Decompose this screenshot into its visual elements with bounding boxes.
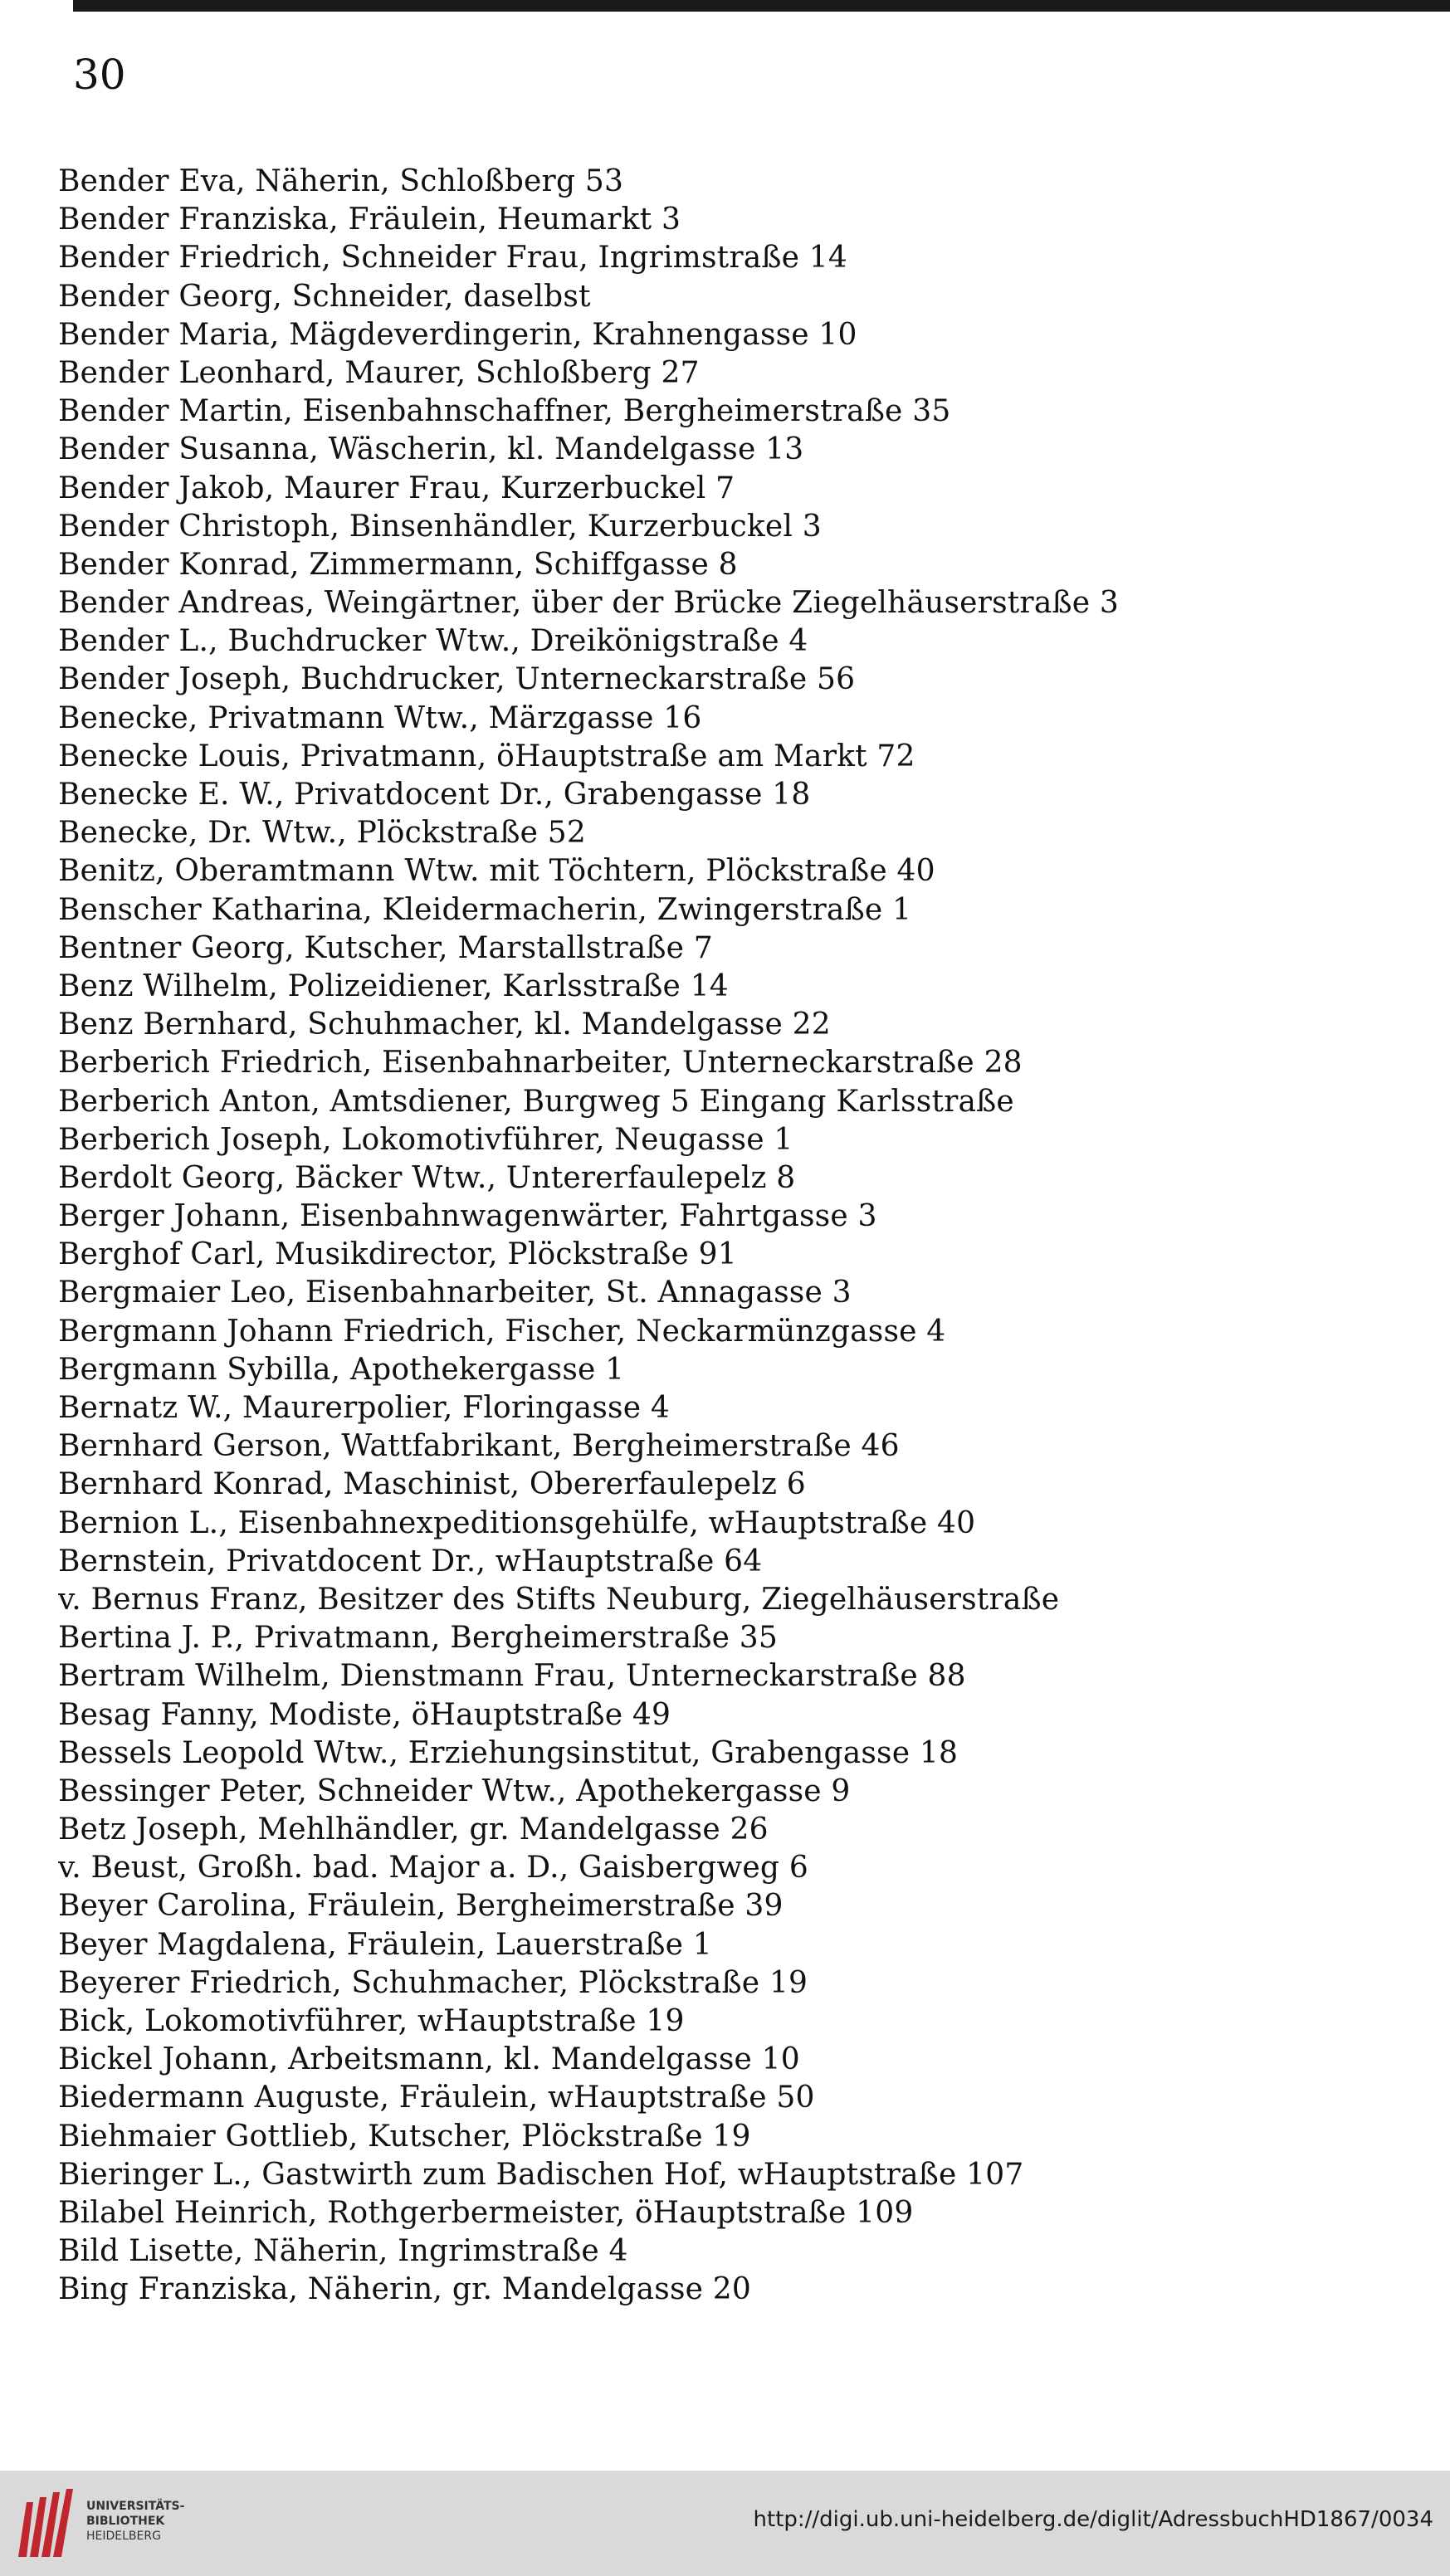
address-entry: Benecke, Dr. Wtw., Plöckstraße 52: [58, 816, 586, 851]
address-entry: Bender Franziska, Fräulein, Heumarkt 3: [58, 202, 681, 237]
address-entry: Berdolt Georg, Bäcker Wtw., Untererfaulepelz 8: [58, 1160, 796, 1195]
address-entry: Benz Bernhard, Schuhmacher, kl. Mandelgasse 22: [58, 1007, 831, 1042]
address-entry: Bergmann Sybilla, Apothekergasse 1: [58, 1352, 625, 1387]
address-entry: Bergmaier Leo, Eisenbahnarbeiter, St. Annagasse 3: [58, 1276, 852, 1310]
address-entry: Benecke, Privatmann Wtw., Märzgasse 16: [58, 700, 702, 735]
address-entry: Benz Wilhelm, Polizeidiener, Karlsstraße 14: [58, 968, 729, 1003]
library-name-line2: BIBLIOTHEK: [86, 2515, 165, 2528]
address-entry: Bernhard Gerson, Wattfabrikant, Bergheimerstraße 46: [58, 1429, 900, 1464]
address-entry: Besag Fanny, Modiste, öHauptstraße 49: [58, 1697, 671, 1732]
address-entry: Bender Jakob, Maurer Frau, Kurzerbuckel 7: [58, 471, 735, 505]
address-entry: Bender Leonhard, Maurer, Schloßberg 27: [58, 355, 700, 390]
address-entry: Bilabel Heinrich, Rothgerbermeister, öHauptstraße 109: [58, 2195, 914, 2230]
address-entry: Berghof Carl, Musikdirector, Plöckstraße 91: [58, 1237, 737, 1272]
top-rule: [73, 0, 1450, 12]
ub-heidelberg-logo-icon[interactable]: [15, 2486, 80, 2560]
address-entry: Benitz, Oberamtmann Wtw. mit Töchtern, Plöckstraße 40: [58, 854, 935, 889]
address-entry: Benscher Katharina, Kleidermacherin, Zwingerstraße 1: [58, 892, 912, 927]
address-entry: Bentner Georg, Kutscher, Marstallstraße 7: [58, 930, 713, 965]
address-entry: Berger Johann, Eisenbahnwagenwärter, Fahrtgasse 3: [58, 1199, 877, 1234]
address-entry: Bickel Johann, Arbeitsmann, kl. Mandelgasse 10: [58, 2042, 800, 2077]
address-entry: Bender Andreas, Weingärtner, über der Brücke Ziegelhäuserstraße 3: [58, 586, 1119, 621]
address-entry: Beyer Carolina, Fräulein, Bergheimerstraße 39: [58, 1889, 784, 1924]
address-entry: Bessels Leopold Wtw., Erziehungsinstitut, Grabengasse 18: [58, 1735, 959, 1770]
address-entry: Bick, Lokomotivführer, wHauptstraße 19: [58, 2004, 685, 2038]
library-name-line3: HEIDELBERG: [86, 2530, 161, 2543]
address-entry: Beyer Magdalena, Fräulein, Lauerstraße 1: [58, 1927, 712, 1962]
address-entry: Bender L., Buchdrucker Wtw., Dreikönigstraße 4: [58, 624, 808, 659]
address-entry: Benecke E. W., Privatdocent Dr., Grabengasse 18: [58, 778, 811, 812]
address-entry: Bender Maria, Mägdeverdingerin, Krahnengasse 10: [58, 317, 857, 352]
address-entry: Bertram Wilhelm, Dienstmann Frau, Unterneckarstraße 88: [58, 1659, 966, 1694]
library-name: [86, 2499, 184, 2544]
address-entry: Bessinger Peter, Schneider Wtw., Apothekergasse 9: [58, 1773, 851, 1808]
address-entry: Bender Christoph, Binsenhändler, Kurzerbuckel 3: [58, 509, 822, 544]
library-name-line1: UNIVERSITÄTS-: [86, 2500, 185, 2513]
address-entry: Bender Susanna, Wäscherin, kl. Mandelgasse 13: [58, 432, 804, 467]
address-entry: Bergmann Johann Friedrich, Fischer, Neckarmünzgasse 4: [58, 1314, 946, 1349]
address-entry: Bender Friedrich, Schneider Frau, Ingrimstraße 14: [58, 241, 848, 276]
address-entry: Bender Georg, Schneider, daselbst: [58, 279, 591, 314]
footer-bar: [0, 2471, 1450, 2576]
address-entry: Bernion L., Eisenbahnexpeditionsgehülfe, wHauptstraße 40: [58, 1505, 976, 1540]
address-entry: Bender Joseph, Buchdrucker, Unterneckarstraße 56: [58, 662, 856, 697]
address-entry: Berberich Joseph, Lokomotivführer, Neugasse 1: [58, 1122, 793, 1157]
address-entry: Berberich Friedrich, Eisenbahnarbeiter, Unterneckarstraße 28: [58, 1046, 1023, 1081]
address-entry: Biedermann Auguste, Fräulein, wHauptstraße 50: [58, 2081, 815, 2115]
address-entry: Beyerer Friedrich, Schuhmacher, Plöckstraße 19: [58, 1965, 808, 2000]
address-entry: Benecke Louis, Privatmann, öHauptstraße am Markt 72: [58, 739, 915, 773]
address-entry: Bernhard Konrad, Maschinist, Obererfaulepelz 6: [58, 1467, 806, 1502]
address-entry: Bender Konrad, Zimmermann, Schiffgasse 8: [58, 547, 738, 582]
address-list: [58, 163, 1403, 2310]
address-entry: v. Bernus Franz, Besitzer des Stifts Neuburg, Ziegelhäuserstraße: [58, 1582, 1060, 1617]
address-entry: Bender Eva, Näherin, Schloßberg 53: [58, 164, 624, 198]
address-entry: Bing Franziska, Näherin, gr. Mandelgasse 20: [58, 2272, 752, 2307]
address-entry: Berberich Anton, Amtsdiener, Burgweg 5 Eingang Karlsstraße: [58, 1084, 1014, 1119]
address-entry: Bender Martin, Eisenbahnschaffner, Bergheimerstraße 35: [58, 394, 951, 429]
address-entry: Bernatz W., Maurerpolier, Floringasse 4: [58, 1391, 670, 1425]
address-entry: Bernstein, Privatdocent Dr., wHauptstraße 64: [58, 1544, 763, 1578]
page-number: 30: [73, 51, 126, 99]
address-entry: Bieringer L., Gastwirth zum Badischen Hof, wHauptstraße 107: [58, 2157, 1024, 2192]
permalink-url[interactable]: http://digi.ub.uni-heidelberg.de/diglit/AdressbuchHD1867/0034: [753, 2507, 1433, 2532]
address-entry: Biehmaier Gottlieb, Kutscher, Plöckstraße 19: [58, 2119, 751, 2154]
address-entry: Betz Joseph, Mehlhändler, gr. Mandelgasse 26: [58, 1812, 769, 1847]
address-entry: Bertina J. P., Privatmann, Bergheimerstraße 35: [58, 1621, 778, 1656]
address-entry: Bild Lisette, Näherin, Ingrimstraße 4: [58, 2234, 628, 2269]
address-entry: v. Beust, Großh. bad. Major a. D., Gaisbergweg 6: [58, 1851, 808, 1886]
